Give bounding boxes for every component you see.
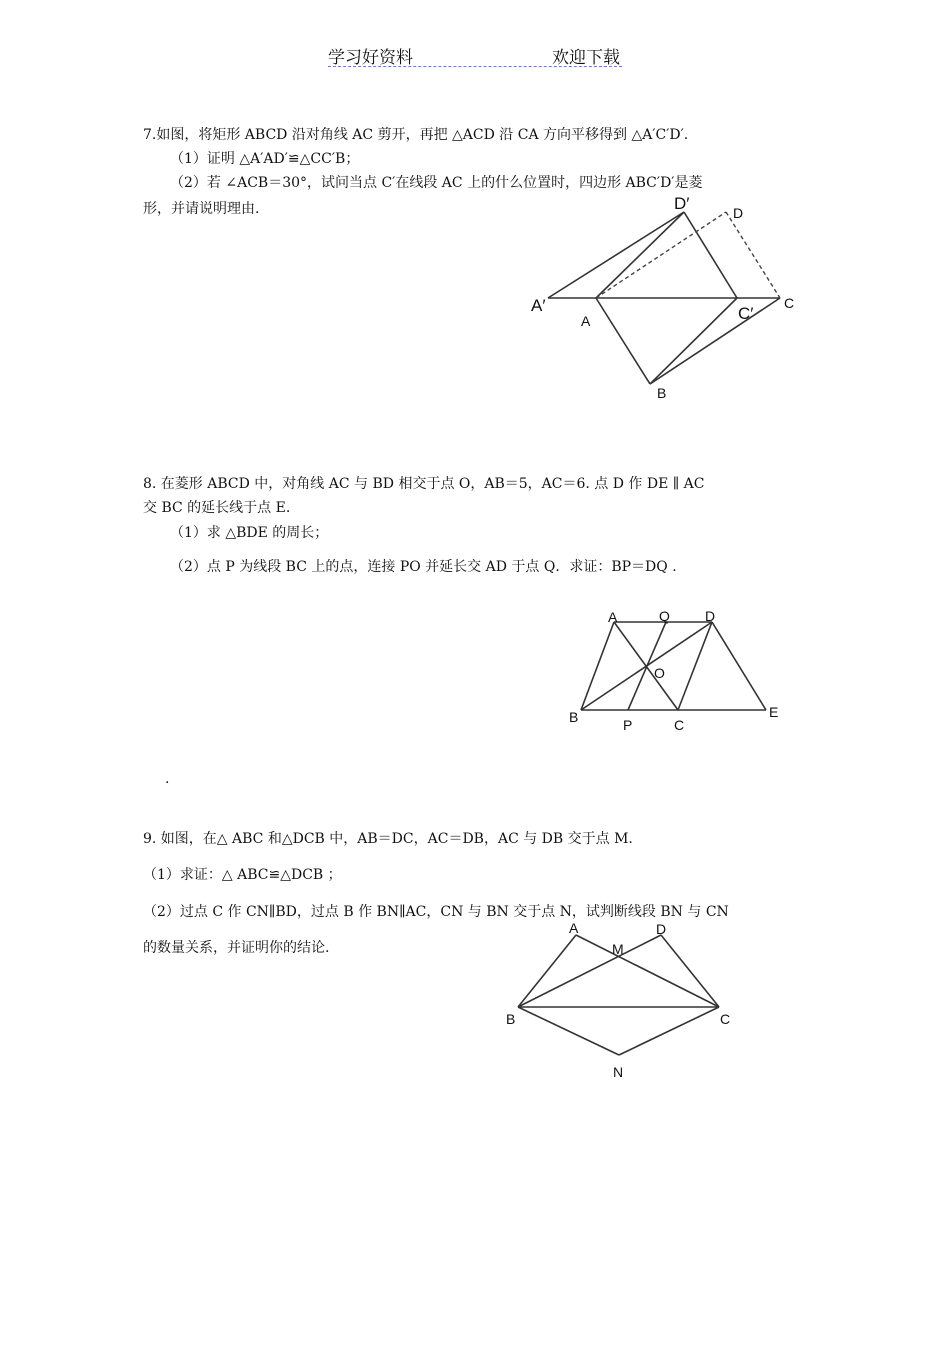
header-left-text: 学习好资料	[328, 48, 413, 68]
stray-dot: .	[165, 771, 170, 787]
q8-label-E: E	[769, 704, 779, 720]
q8-line-1: 8. 在菱形 ABCD 中，对角线 AC 与 BD 相交于点 O，AB＝5，AC＝6. 点 D 作 DE ∥ AC	[143, 476, 705, 492]
q8-label-C: C	[674, 717, 685, 733]
q9-label-N: N	[613, 1064, 624, 1080]
q9-seg-A-C	[576, 935, 719, 1007]
q7-label-D: D	[733, 205, 744, 221]
q9-label-C: C	[720, 1011, 731, 1027]
q9-label-M: M	[612, 941, 624, 957]
q9-seg-D-B	[518, 935, 661, 1007]
q9-line-4: 的数量关系，并证明你的结论.	[143, 940, 330, 956]
q8-line-4: （2）点 P 为线段 BC 上的点，连接 PO 并延长交 AD 于点 Q．求证：BP＝DQ .	[170, 559, 677, 575]
q9-line-3: （2）过点 C 作 CN∥BD，过点 B 作 BN∥AC，CN 与 BN 交于点 N，试判断线段 BN 与 CN	[143, 904, 729, 920]
q7-label-Cp: C′	[738, 304, 754, 323]
q8-label-O: O	[654, 665, 665, 681]
q9-seg-B-N	[518, 1007, 619, 1055]
header-right-text: 欢迎下载	[552, 48, 620, 68]
q7-label-B: B	[657, 385, 667, 401]
q7-line-1: 7.如图，将矩形 ABCD 沿对角线 AC 剪开，再把 △ACD 沿 CA 方向平移得到 △A′C′D′.	[143, 127, 689, 143]
q7-line-3: （2）若 ∠ACB＝30°，试问当点 C′在线段 AC 上的什么位置时，四边形 ABC′D′是菱	[170, 175, 703, 191]
q8-label-P: P	[623, 717, 633, 733]
q9-seg-C-N	[619, 1007, 719, 1055]
q7-label-C: C	[784, 295, 795, 311]
q9-label-D: D	[656, 921, 667, 937]
q9-label-A: A	[569, 920, 579, 936]
q9-line-1: 9. 如图，在△ ABC 和△DCB 中，AB＝DC，AC＝DB，AC 与 DB 交于点 M.	[143, 831, 633, 847]
q8-line-2: 交 BC 的延长线于点 E.	[143, 500, 291, 516]
q9-seg-D-C	[661, 935, 719, 1007]
q7-line-2: （1）证明 △A′AD′≌△CC′B；	[170, 151, 360, 167]
q8-label-D: D	[705, 608, 716, 624]
q7-label-Dp: D′	[674, 194, 690, 213]
q8-label-B: B	[569, 709, 579, 725]
q9-seg-A-B	[518, 935, 576, 1007]
q7-line-4: 形，并请说明理由.	[143, 201, 260, 217]
q8-line-3: （1）求 △BDE 的周长；	[170, 525, 329, 541]
q8-label-Q: Q	[659, 608, 670, 624]
q8-label-A: A	[608, 609, 618, 625]
q7-label-A: A	[581, 313, 591, 329]
q9-line-2: （1）求证：△ ABC≌△DCB ；	[143, 867, 342, 883]
q7-label-Ap: A′	[531, 296, 546, 315]
q9-label-B: B	[506, 1011, 516, 1027]
